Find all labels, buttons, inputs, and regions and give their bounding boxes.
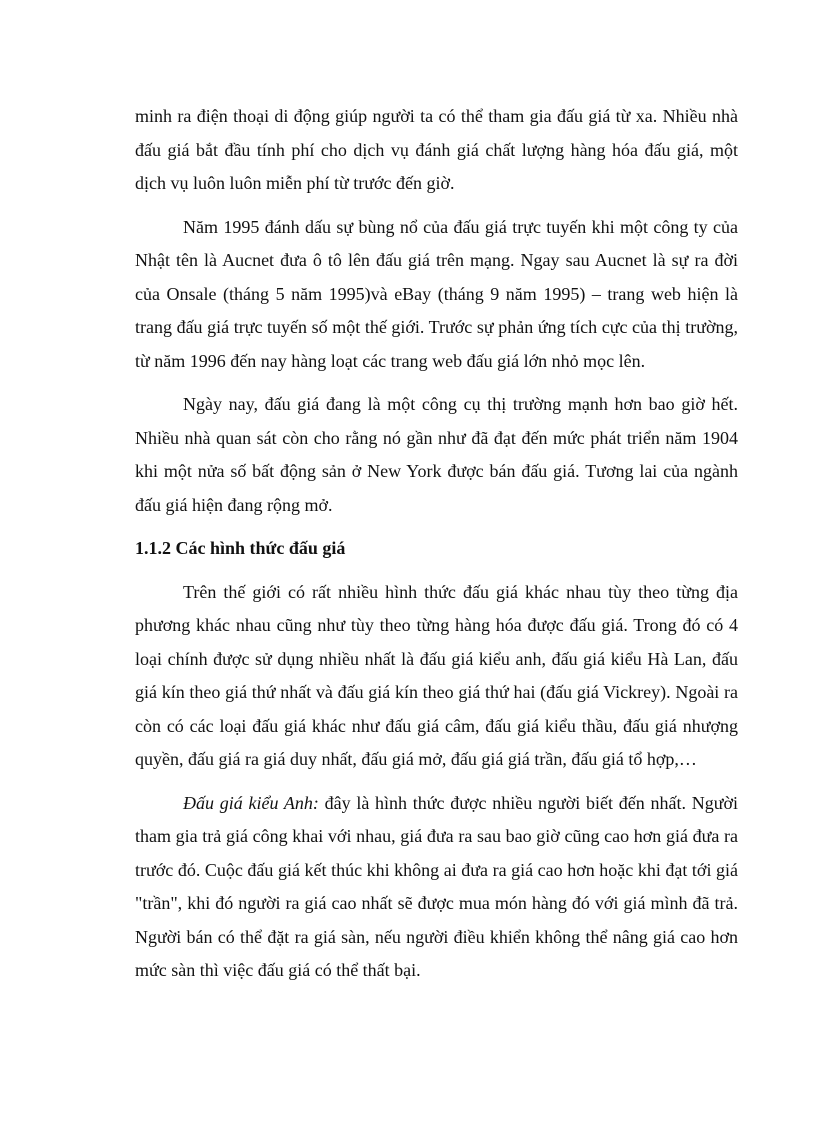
paragraph-auction-forms: Trên thế giới có rất nhiều hình thức đấu giá khác nhau tùy theo từng địa phương khác nhau cũng như tùy theo từng hàng hóa được đấu giá. Trong đó có 4 loại chính được sử dụng nhiều nhất là đấu giá kiểu anh, đấu giá kiểu Hà Lan, đấu giá kín theo giá thứ nhất và đấu giá kín theo giá thứ hai (đấu giá Vickrey). Ngoài ra còn có các loại đấu giá khác như đấu giá câm, đấu giá kiểu thầu, đấu giá nhượng quyền, đấu giá ra giá duy nhất, đấu giá mở, đấu giá giá trần, đấu giá tổ hợp,…: [135, 581, 738, 769]
paragraph-1995-online-auctions: Năm 1995 đánh dấu sự bùng nổ của đấu giá trực tuyến khi một công ty của Nhật tên là Aucnet đưa ô tô lên đấu giá trên mạng. Ngay sau Aucnet là sự ra đời của Onsale (tháng 5 năm 1995)và eBay (tháng 9 năm 1995) – trang web hiện là trang đấu giá trực tuyến số một thế giới. Trước sự phản ứng tích cực của thị trường, từ năm 1996 đến nay hàng loạt các trang web đấu giá lớn nhỏ mọc lên.: [135, 216, 738, 371]
paragraph-english-auction: [135, 787, 738, 988]
english-auction-description: đây là hình thức được nhiều người biết đến nhất. Người tham gia trả giá công khai với nhau, giá đưa ra sau bao giờ cũng cao hơn giá đưa ra trước đó. Cuộc đấu giá kết thúc khi không ai đưa ra giá cao hơn hoặc khi đạt tới giá "trần", khi đó người ra giá cao nhất sẽ được mua món hàng đó với giá mình đã trả. Người bán có thể đặt ra giá sàn, nếu người điều khiển không thể nâng giá cao hơn mức sàn thì việc đấu giá có thể thất bại.: [135, 792, 738, 980]
paragraph-auctions-today: Ngày nay, đấu giá đang là một công cụ thị trường mạnh hơn bao giờ hết. Nhiều nhà quan sát còn cho rằng nó gần như đã đạt đến mức phát triển năm 1904 khi một nửa số bất động sản ở New York được bán đấu giá. Tương lai của ngành đấu giá hiện đang rộng mở.: [135, 394, 738, 515]
english-auction-term: Đấu giá kiểu Anh:: [183, 792, 319, 813]
document-page: [135, 100, 738, 998]
paragraph-continuation: minh ra điện thoại di động giúp người ta có thể tham gia đấu giá từ xa. Nhiều nhà đấu giá bắt đầu tính phí cho dịch vụ đánh giá chất lượng hàng hóa đấu giá, một dịch vụ luôn luôn miễn phí từ trước đến giờ.: [135, 106, 738, 193]
section-heading: 1.1.2 Các hình thức đấu giá: [135, 538, 346, 558]
